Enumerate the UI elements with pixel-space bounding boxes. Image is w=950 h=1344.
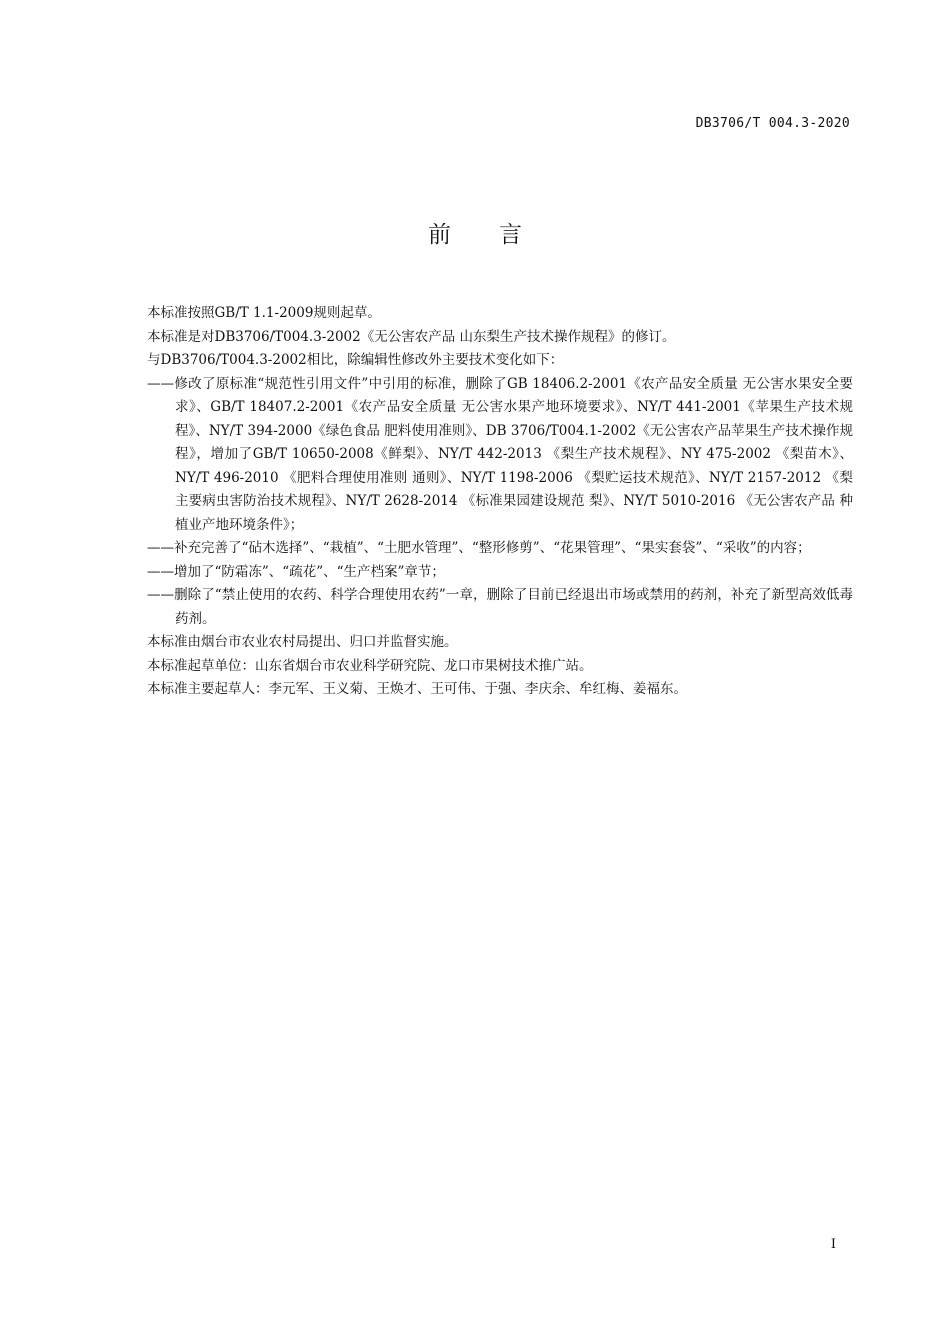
- paragraph-drafting-units: 本标准起草单位：山东省烟台市农业科学研究院、龙口市果树技术推广站。: [147, 657, 593, 674]
- page-number: I: [830, 1237, 836, 1252]
- paragraph-changes-intro: 与DB3706/T004.3-2002相比，除编辑性修改外主要技术变化如下：: [147, 352, 564, 368]
- paragraph-revision-of: 本标准是对DB3706/T004.3-2002《无公害农产品 山东梨生产技术操作规程》的修订。: [147, 328, 676, 345]
- change-item-added-chapters: ——增加了“防霜冻”、“疏花”、“生产档案”章节；: [147, 563, 445, 580]
- paragraph-proposed-by: 本标准由烟台市农业农村局提出、归口并监督实施。: [147, 634, 458, 650]
- page-title: 前言: [428, 222, 570, 248]
- change-item-removed-chapter: ——删除了“禁止使用的农药、科学合理使用农药”一章，删除了目前已经退出市场或禁用的药剂，补充了新型高效低毒药剂。: [147, 587, 853, 627]
- change-item-supplemented: ——补充完善了“砧木选择”、“栽植”、“土肥水管理”、“整形修剪”、“花果管理”、“果实套袋”、“采收”的内容；: [147, 540, 811, 556]
- paragraph-drafters: 本标准主要起草人：李元军、王义菊、王焕才、王可伟、于强、李庆余、牟红梅、姜福东。: [147, 681, 687, 697]
- paragraph-drafting-rule: 本标准按照GB/T 1.1-2009规则起草。: [147, 305, 381, 321]
- change-item-references: ——修改了原标准“规范性引用文件”中引用的标准，删除了GB 18406.2-2001《农产品安全质量 无公害水果安全要求》、GB/T 18407.2-2001《农产品安全质量 无公害水果产地环境要求》、NY/T 441-2001《苹果生产技术规程》、NY/T 394-2000《绿色食品 肥料使用准则》、DB 3706/T004.1-2002《无公害农产品苹果生产技术操作规程》，增加了GB/T 10650-2008《鲜梨》、NY/T 442-2013 《梨生产技术规程》、NY 475-2002 《梨苗木》、NY/T 496-2010 《肥料合理使用准则 通则》、NY/T 1198-2006 《梨贮运技术规范》、NY/T 2157-2012 《梨主要病虫害防治技术规程》、NY/T 2628-2014 《标准果园建设规范 梨》、NY/T 5010-2016 《无公害农产品 种植业产地环境条件》；: [147, 375, 853, 533]
- foreword-body: [147, 302, 853, 702]
- document-code: DB3706/T 004.3-2020: [695, 116, 850, 131]
